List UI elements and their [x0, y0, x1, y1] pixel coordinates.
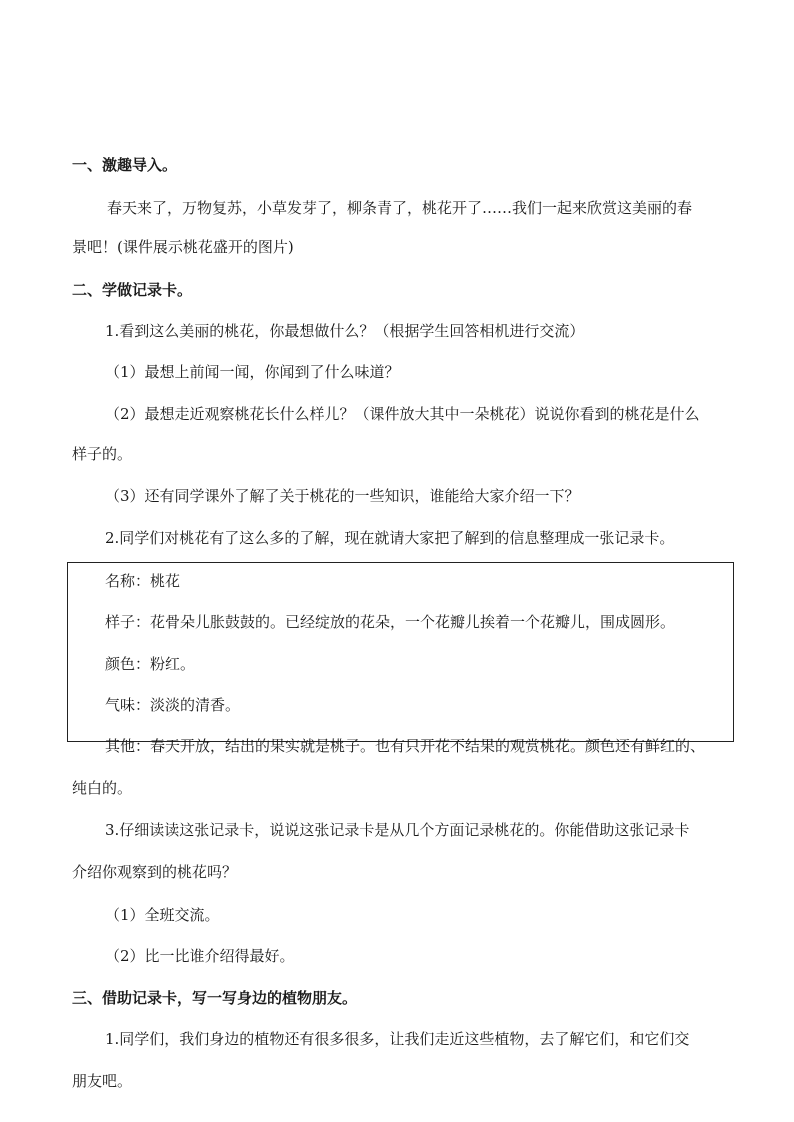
sub-list-item: （2）最想走近观察桃花长什么样儿？（课件放大其中一朵桃花）说说你看到的桃花是什么: [105, 405, 700, 423]
record-card-color: 颜色：粉红。: [105, 655, 196, 673]
sub-list-item: （1）全班交流。: [105, 906, 220, 924]
sub-list-item: （3）还有同学课外了解了关于桃花的一些知识，谁能给大家介绍一下？: [105, 487, 580, 505]
record-card-name: 名称：桃花: [105, 572, 181, 590]
list-item: 3.仔细读读这张记录卡，说说这张记录卡是从几个方面记录桃花的。你能借助这张记录卡: [105, 821, 690, 839]
section-1-heading: 一、激趣导入。: [72, 156, 178, 174]
paragraph-line: 样子的。: [72, 445, 133, 463]
paragraph-line: 朋友吧。: [72, 1072, 133, 1090]
paragraph-line: 介绍你观察到的桃花吗？: [72, 863, 238, 881]
paragraph-line: 春天来了，万物复苏，小草发芽了，柳条青了，桃花开了……我们一起来欣赏这美丽的春: [107, 199, 693, 217]
list-item: 1.看到这么美丽的桃花，你最想做什么？（根据学生回答相机进行交流）: [105, 322, 585, 340]
record-card-shape: 样子：花骨朵儿胀鼓鼓的。已经绽放的花朵，一个花瓣儿挨着一个花瓣儿，围成圆形。: [105, 613, 676, 631]
list-item: 2.同学们对桃花有了这么多的了解，现在就请大家把了解到的信息整理成一张记录卡。: [105, 529, 675, 547]
section-2-heading: 二、学做记录卡。: [72, 281, 193, 299]
paragraph-line: 景吧！(课件展示桃花盛开的图片): [72, 238, 294, 256]
sub-list-item: （1）最想上前闻一闻，你闻到了什么味道？: [105, 363, 400, 381]
list-item: 1.同学们，我们身边的植物还有很多很多，让我们走近这些植物，去了解它们，和它们交: [105, 1030, 690, 1048]
sub-list-item: （2）比一比谁介绍得最好。: [105, 947, 295, 965]
record-card-other: 其他：春天开放，结出的果实就是桃子。也有只开花不结果的观赏桃花。颜色还有鲜红的、: [105, 737, 706, 755]
record-card-smell: 气味：淡淡的清香。: [105, 696, 241, 714]
section-3-heading: 三、借助记录卡，写一写身边的植物朋友。: [72, 989, 358, 1007]
paragraph-line: 纯白的。: [72, 779, 133, 797]
